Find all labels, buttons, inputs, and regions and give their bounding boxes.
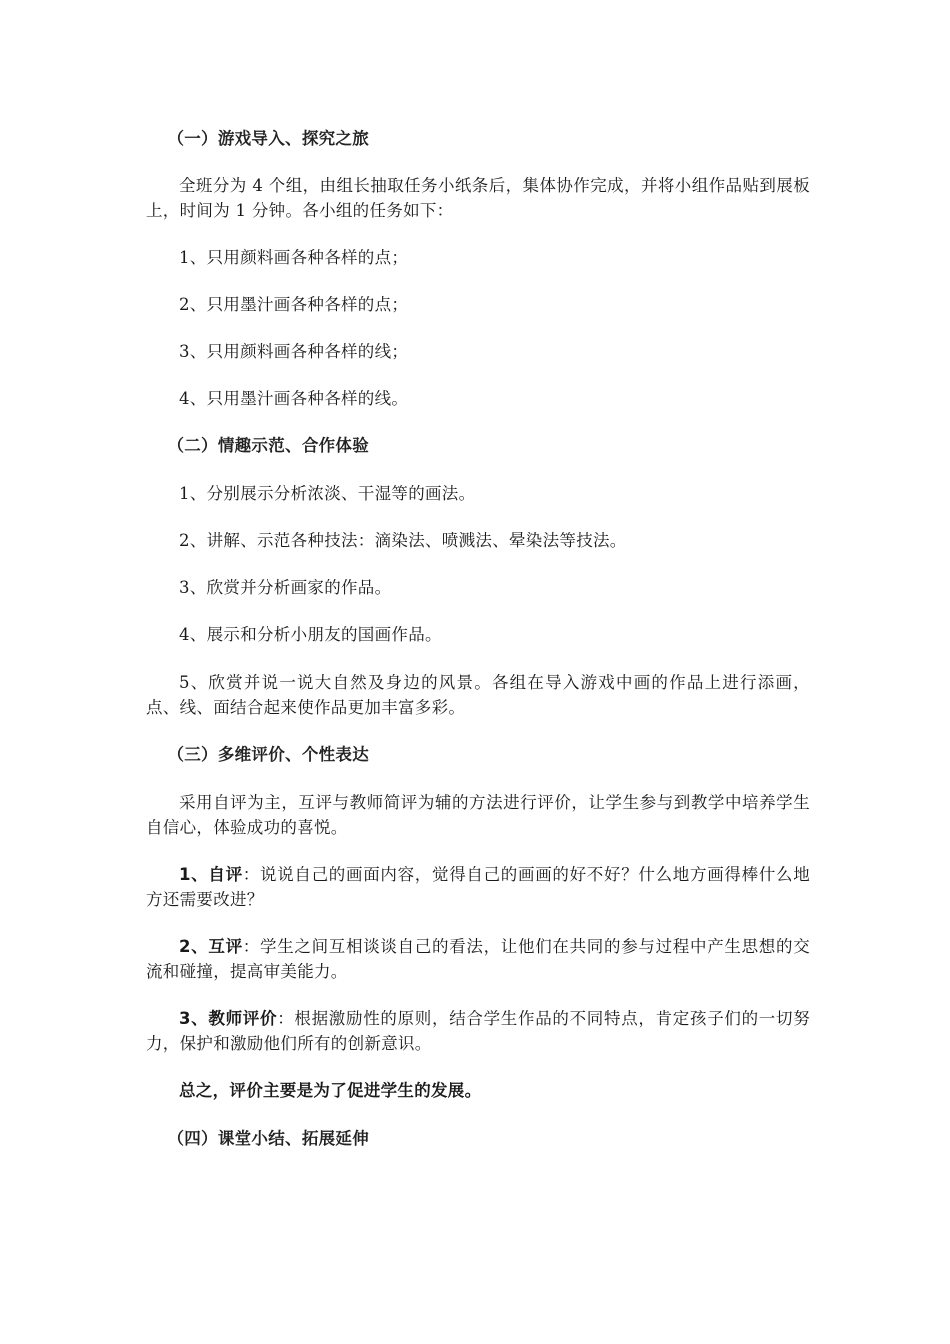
evaluation-lead: 3、教师评价 xyxy=(179,1009,278,1028)
evaluation-text: ：根据激励性的原则，结合学生作品的不同特点，肯定孩子们的一切努力，保护和激励他们所有的创新意识。 xyxy=(146,1009,810,1053)
list-item: 2、讲解、示范各种技法：滴染法、喷溅法、晕染法等技法。 xyxy=(179,531,627,550)
section1-heading: （一）游戏导入、探究之旅 xyxy=(167,129,370,148)
section2-heading: （二）情趣示范、合作体验 xyxy=(167,436,370,455)
evaluation-lead: 1、自评 xyxy=(179,865,243,884)
list-item: 1、只用颜料画各种各样的点； xyxy=(179,248,409,267)
list-item: 4、展示和分析小朋友的国画作品。 xyxy=(179,625,442,644)
evaluation-lead: 2、互评 xyxy=(179,937,243,956)
list-item: 4、只用墨汁画各种各样的线。 xyxy=(179,389,409,408)
section4-heading: （四）课堂小结、拓展延伸 xyxy=(167,1129,370,1148)
evaluation-text: ：说说自己的画面内容，觉得自己的画画的好不好？什么地方画得棒什么地方还需要改进？ xyxy=(146,865,811,909)
evaluation-peer xyxy=(146,934,810,984)
list-item: 2、只用墨汁画各种各样的点； xyxy=(179,295,409,314)
list-item: 5、欣赏并说一说大自然及身边的风景。各组在导入游戏中画的作品上进行添画，点、线、面结合起来使作品更加丰富多彩。 xyxy=(146,673,810,717)
evaluation-teacher xyxy=(146,1006,810,1056)
section3-intro: 采用自评为主，互评与教师简评为辅的方法进行评价，让学生参与到教学中培养学生自信心，体验成功的喜悦。 xyxy=(146,793,810,837)
list-item: 3、只用颜料画各种各样的线； xyxy=(179,342,409,361)
evaluation-text: ：学生之间互相谈谈自己的看法，让他们在共同的参与过程中产生思想的交流和碰撞，提高审美能力。 xyxy=(146,937,811,981)
section1-intro: 全班分为 4 个组，由组长抽取任务小纸条后，集体协作完成，并将小组作品贴到展板上，时间为 1 分钟。各小组的任务如下： xyxy=(146,176,810,220)
list-item: 1、分别展示分析浓淡、干湿等的画法。 xyxy=(179,484,476,503)
section3-summary: 总之，评价主要是为了促进学生的发展。 xyxy=(179,1081,482,1100)
list-item: 3、欣赏并分析画家的作品。 xyxy=(179,578,392,597)
section3-heading: （三）多维评价、个性表达 xyxy=(167,745,370,764)
evaluation-self xyxy=(146,862,810,912)
